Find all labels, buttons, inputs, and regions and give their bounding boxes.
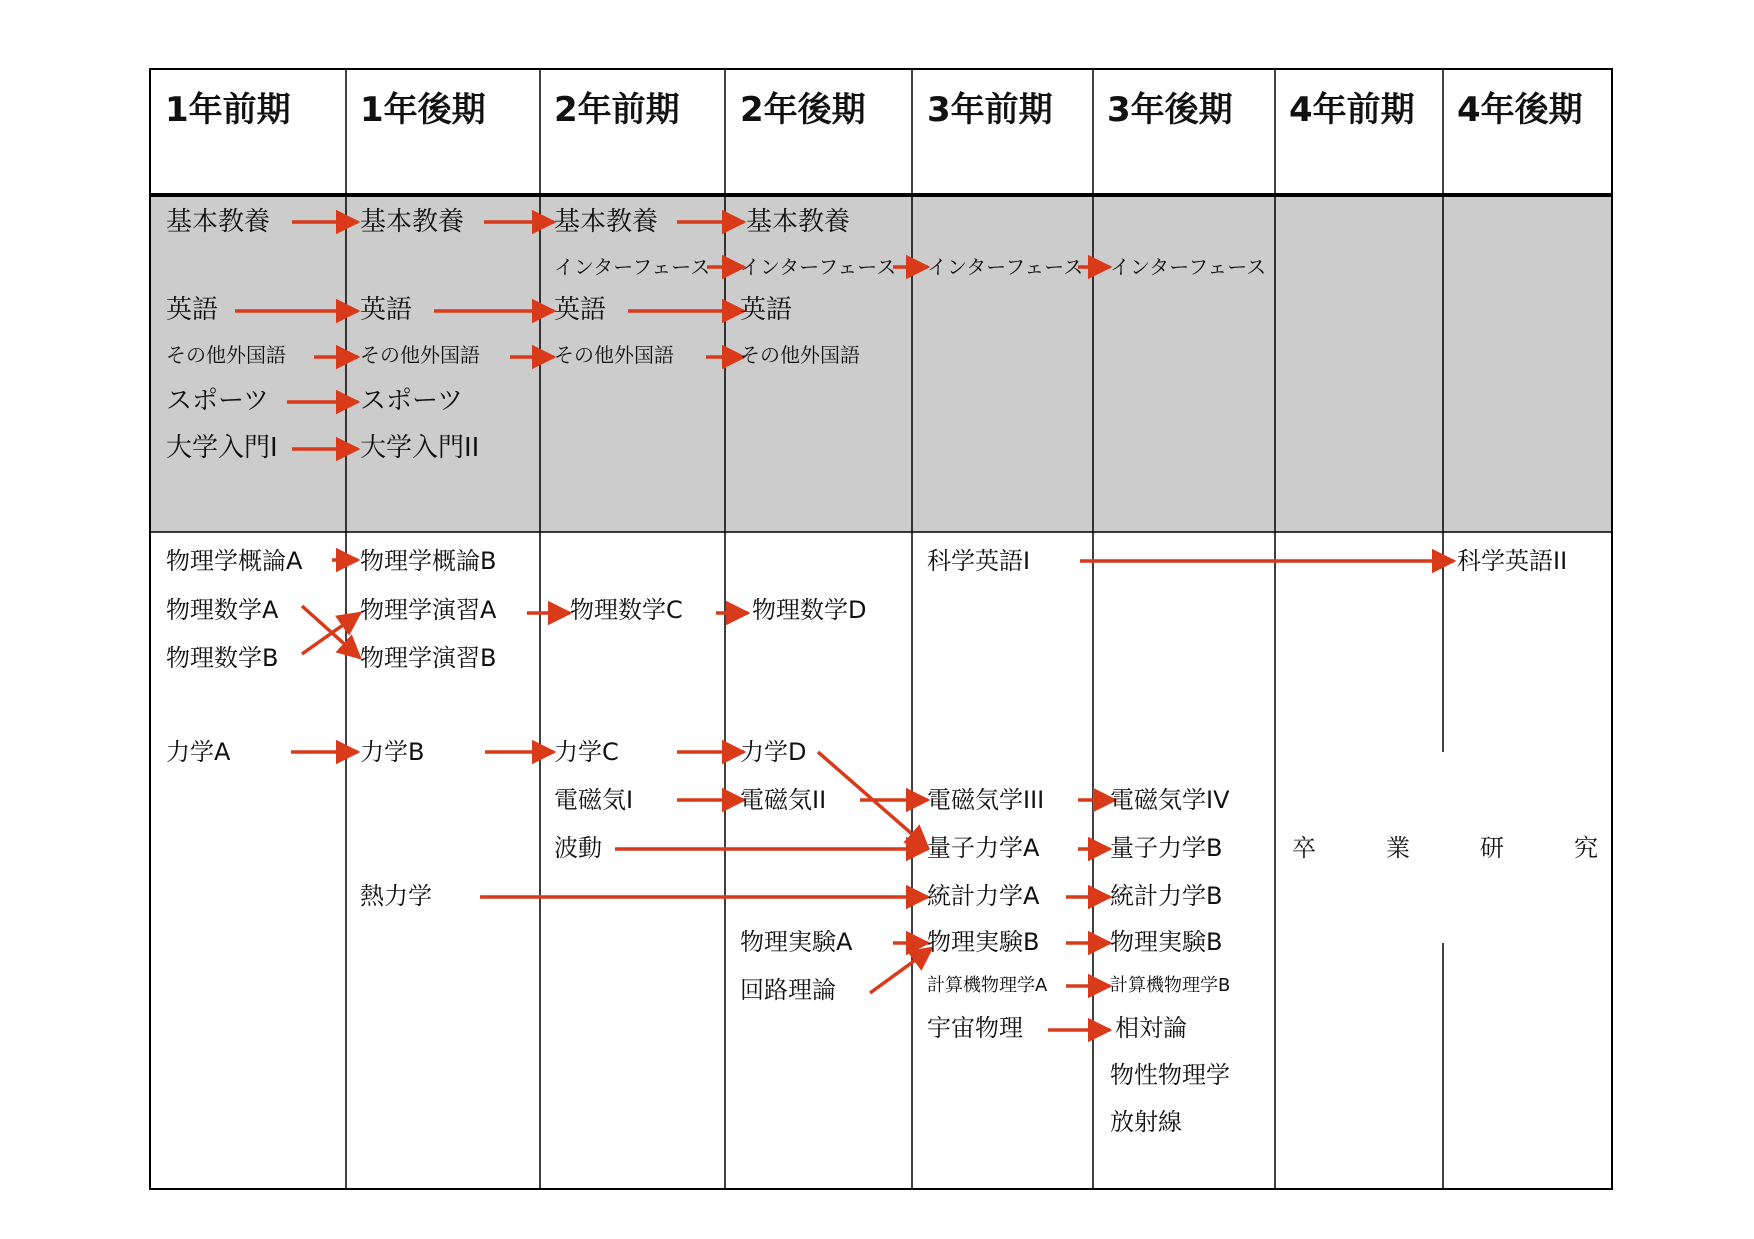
course-university-intro: 大学入門I <box>166 433 278 463</box>
course-math-c: 物理数学C <box>570 596 683 624</box>
course-experiment-b: 物理実験B <box>927 928 1040 956</box>
course-experiment-a: 物理実験A <box>740 928 853 956</box>
course-other-language: その他外国語 <box>740 343 860 367</box>
course-radiation: 放射線 <box>1110 1108 1182 1136</box>
course-sports: スポーツ <box>360 386 463 416</box>
header-y1-second: 1年後期 <box>360 90 486 130</box>
course-other-language: その他外国語 <box>360 343 480 367</box>
course-science-english-2: 科学英語II <box>1457 547 1568 575</box>
course-mechanics-d: 力学D <box>740 738 807 766</box>
course-circuit-theory: 回路理論 <box>740 976 836 1004</box>
course-interface: インターフェース <box>554 255 711 279</box>
course-physics-intro-b: 物理学概論B <box>360 547 497 575</box>
course-eigo: 英語 <box>166 295 219 325</box>
course-sports: スポーツ <box>166 386 269 416</box>
course-quantum-a: 量子力学A <box>927 834 1040 862</box>
header-y3-first: 3年前期 <box>927 90 1053 130</box>
course-relativity: 相対論 <box>1115 1014 1187 1042</box>
course-interface: インターフェース <box>1110 255 1267 279</box>
course-kihon: 基本教養 <box>360 207 465 237</box>
course-eigo: 英語 <box>740 295 793 325</box>
course-computational-a: 計算機物理学A <box>927 975 1048 996</box>
course-em-2: 電磁気II <box>740 786 827 814</box>
course-em-1: 電磁気I <box>554 786 634 814</box>
course-interface: インターフェース <box>927 255 1084 279</box>
header-y2-second: 2年後期 <box>740 90 866 130</box>
course-statistical-a: 統計力学A <box>927 882 1040 910</box>
course-other-language: その他外国語 <box>166 343 286 367</box>
course-kihon: 基本教養 <box>166 207 271 237</box>
course-em-3: 電磁気学III <box>927 786 1045 814</box>
course-statistical-b: 統計力学B <box>1110 882 1223 910</box>
course-university-intro: 大学入門II <box>360 433 480 463</box>
course-exercise-a: 物理学演習A <box>360 596 497 624</box>
course-mechanics-b: 力学B <box>360 738 425 766</box>
course-math-a: 物理数学A <box>166 596 279 624</box>
header-y3-second: 3年後期 <box>1107 90 1233 130</box>
course-computational-b: 計算機物理学B <box>1110 975 1231 996</box>
course-mechanics-c: 力学C <box>554 738 619 766</box>
course-condensed-matter: 物性物理学 <box>1110 1061 1230 1089</box>
course-kihon: 基本教養 <box>554 207 659 237</box>
course-graduation-research: 卒業研究 <box>1292 834 1668 862</box>
course-eigo: 英語 <box>360 295 413 325</box>
header-y1-first: 1年前期 <box>165 90 291 130</box>
course-mechanics-a: 力学A <box>166 738 231 766</box>
header-y4-second: 4年後期 <box>1457 90 1583 130</box>
header-y4-first: 4年前期 <box>1289 90 1415 130</box>
course-science-english-1: 科学英語I <box>927 547 1031 575</box>
course-math-b: 物理数学B <box>166 644 279 672</box>
header-y2-first: 2年前期 <box>554 90 680 130</box>
course-interface: インターフェース <box>740 255 897 279</box>
course-kihon: 基本教養 <box>746 207 851 237</box>
course-math-d: 物理数学D <box>752 596 867 624</box>
course-eigo: 英語 <box>554 295 607 325</box>
course-exercise-b: 物理学演習B <box>360 644 497 672</box>
course-quantum-b: 量子力学B <box>1110 834 1223 862</box>
course-astrophysics: 宇宙物理 <box>927 1014 1023 1042</box>
course-waves: 波動 <box>554 834 602 862</box>
course-physics-intro-a: 物理学概論A <box>166 547 303 575</box>
course-experiment-b: 物理実験B <box>1110 928 1223 956</box>
course-thermodynamics: 熱力学 <box>360 882 432 910</box>
course-other-language: その他外国語 <box>554 343 674 367</box>
course-em-4: 電磁気学IV <box>1110 786 1230 814</box>
